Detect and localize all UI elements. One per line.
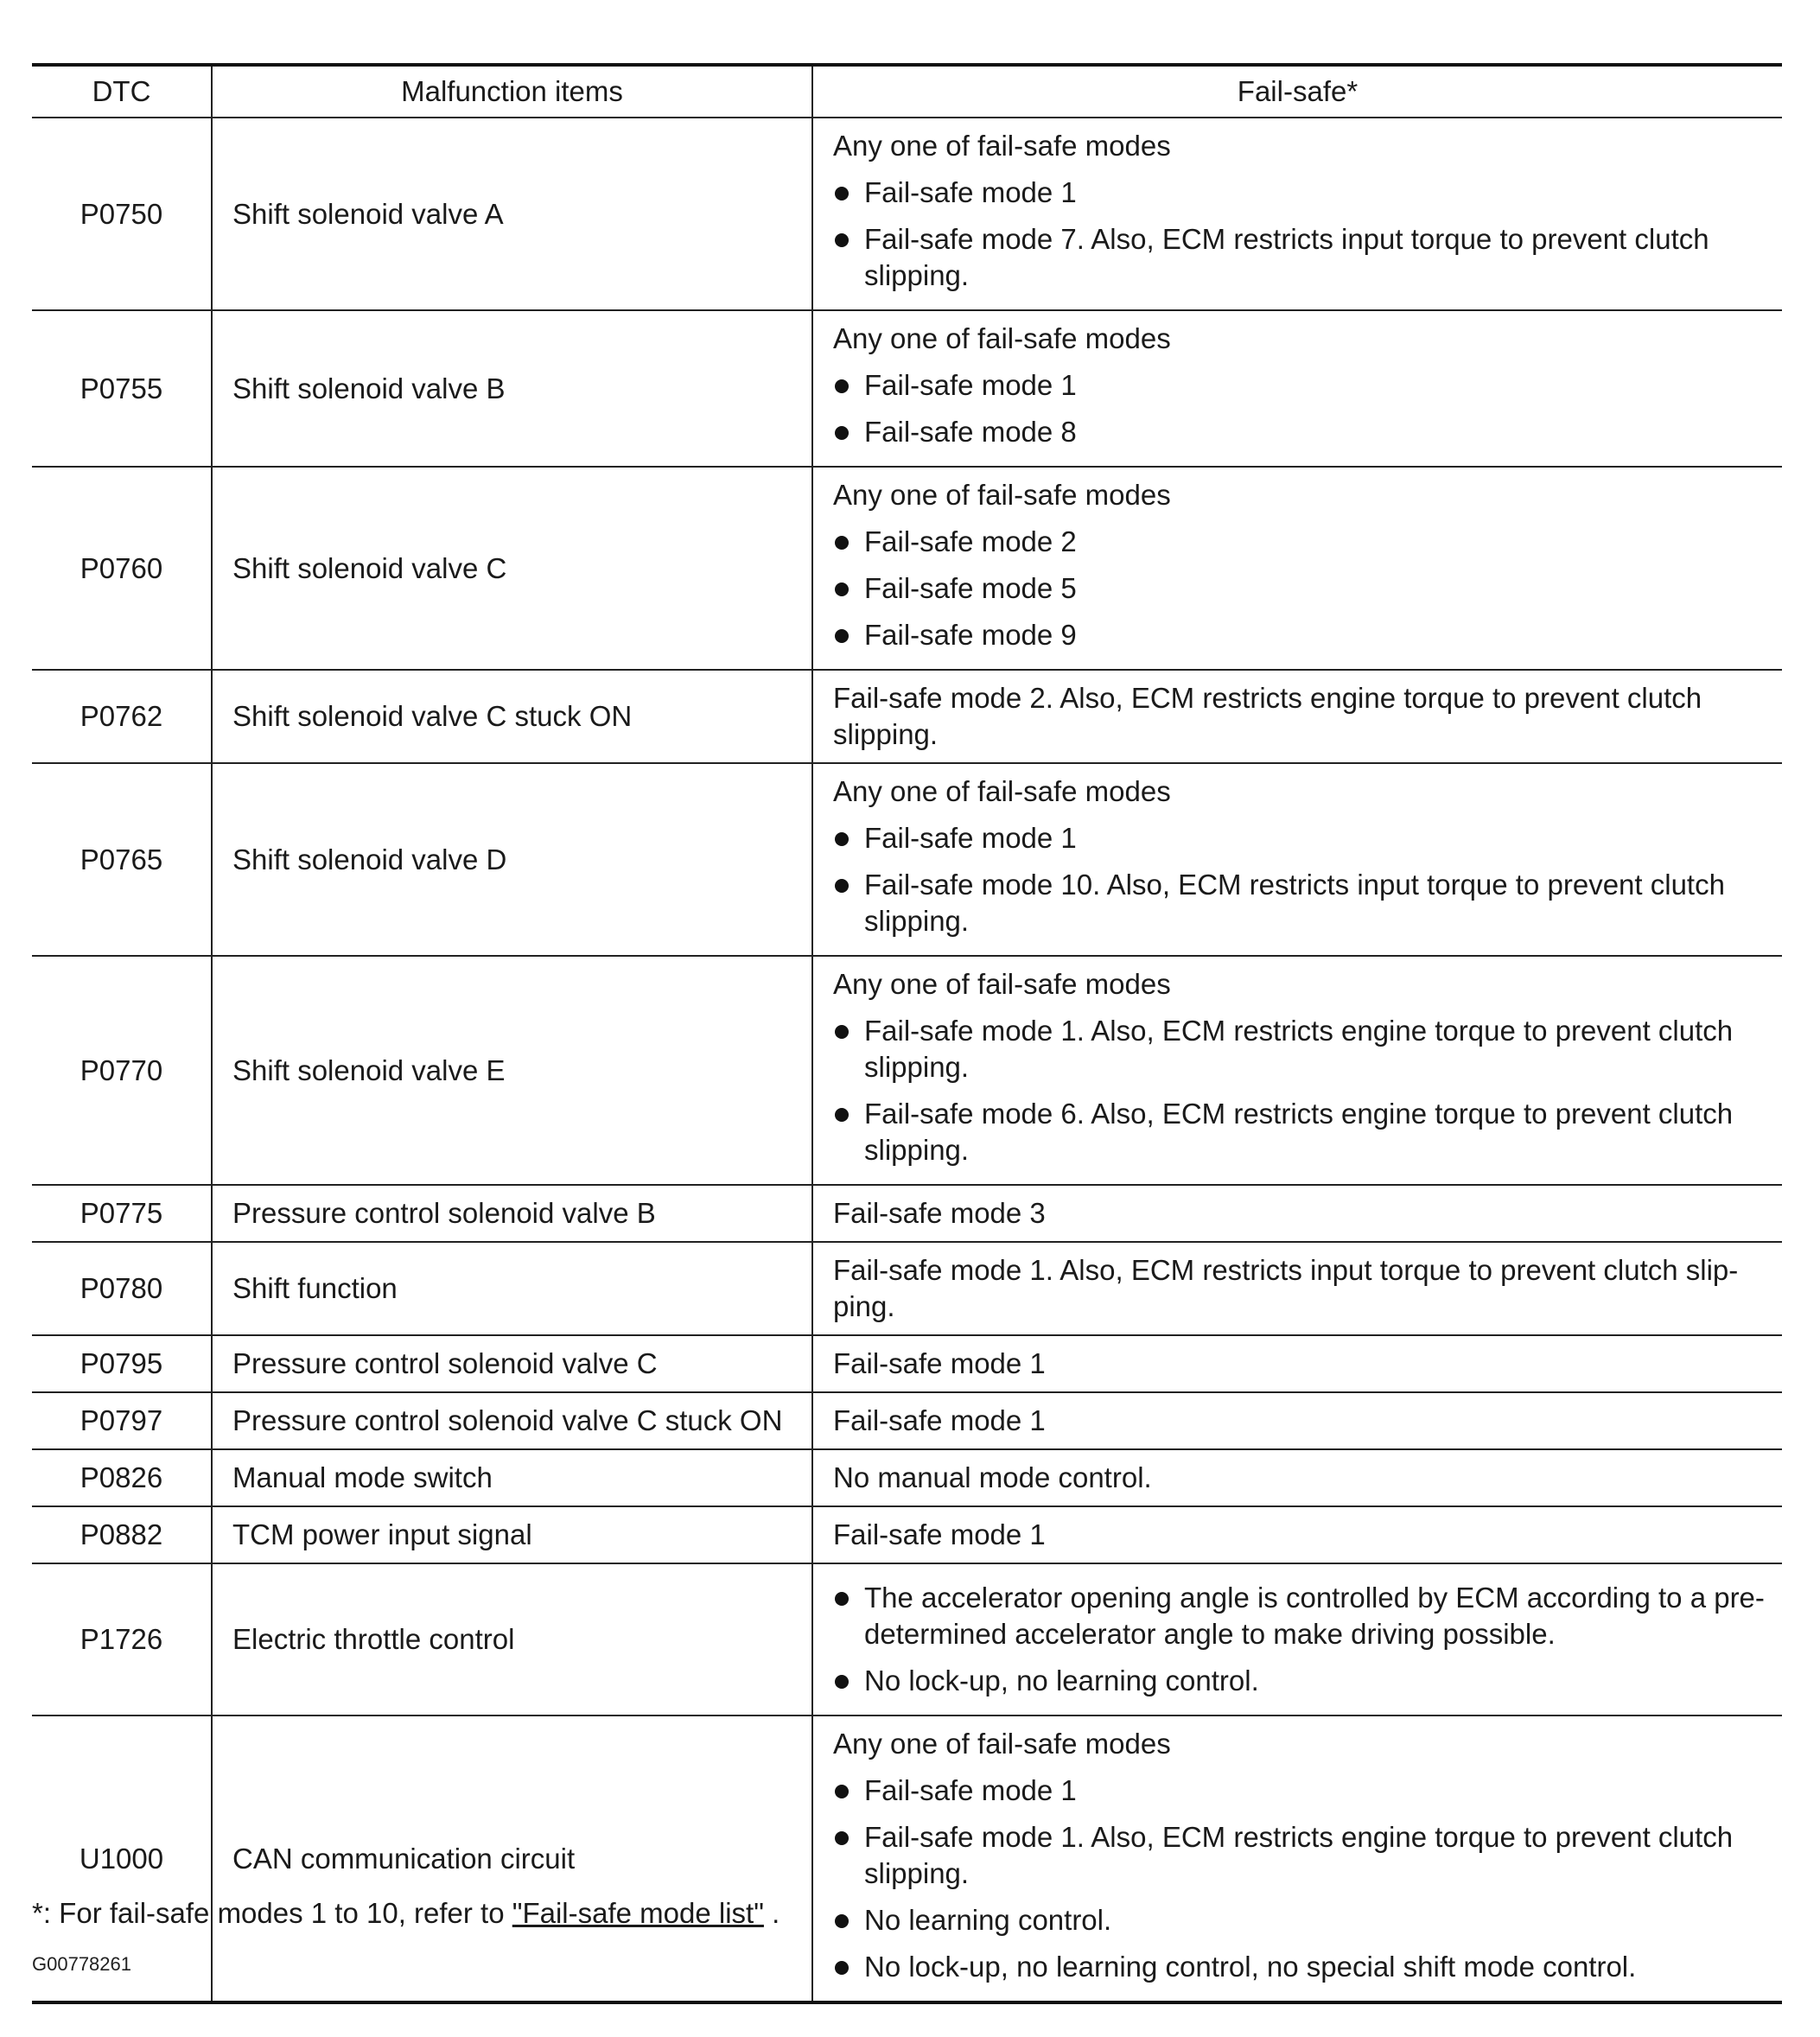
list-item [833,1773,1765,1809]
image-id: G00778261 [32,1953,131,1975]
bullet-icon [835,1914,849,1928]
fail-safe-cell [812,1449,1782,1506]
fail-safe-cell [812,1392,1782,1449]
table-row [32,1335,1782,1392]
header-malfunction-items: Malfunction items [212,65,812,118]
table-row [32,956,1782,1185]
fail-safe-cell [812,670,1782,763]
dtc-code: U1000 [32,1716,212,2002]
fail-safe-cell [812,1335,1782,1392]
list-item-text: No learning control. [864,1904,1112,1936]
bullet-icon [835,426,849,440]
dtc-code: P0795 [32,1335,212,1392]
list-item-text: Fail-safe mode 1. Also, ECM restricts engine torque to prevent clutch slipping. [864,1015,1734,1083]
list-item-text: Fail-safe mode 6. Also, ECM restricts engine torque to prevent clutch slipping. [864,1098,1734,1166]
dtc-code: P0765 [32,763,212,956]
list-item [833,367,1765,404]
list-item [833,1096,1765,1168]
list-item [833,1663,1765,1699]
list-item-text: Fail-safe mode 9 [864,619,1077,651]
fail-safe-list [833,1580,1765,1699]
list-item-text: Fail-safe mode 1. Also, ECM restricts engine torque to prevent clutch slipping. [864,1821,1734,1889]
bullet-icon [835,629,849,643]
bullet-icon [835,1961,849,1975]
footnote-text: *: For fail-safe modes 1 to 10, refer to [32,1897,512,1929]
table-row [32,1716,1782,2002]
list-item-text: Fail-safe mode 8 [864,416,1077,448]
bullet-icon [835,582,849,596]
list-item [833,617,1765,653]
list-item [833,867,1765,939]
list-item [833,1902,1765,1938]
fail-safe-text: Fail-safe mode 1 [833,1347,1046,1379]
fail-safe-cell [812,310,1782,467]
malfunction-item: Pressure control solenoid valve C [212,1335,812,1392]
fail-safe-cell [812,1506,1782,1563]
table-row [32,670,1782,763]
bullet-icon [835,379,849,393]
bullet-icon [835,1785,849,1798]
bullet-icon [835,879,849,893]
dtc-code: P0797 [32,1392,212,1449]
list-item [833,524,1765,560]
footnote-suffix: . [763,1897,780,1929]
bullet-icon [835,832,849,846]
fail-safe-cell [812,467,1782,670]
list-item-text: Fail-safe mode 2 [864,525,1077,557]
dtc-code: P0755 [32,310,212,467]
table-row [32,1563,1782,1716]
list-item [833,1013,1765,1085]
dtc-code: P0775 [32,1185,212,1242]
table-header-row [32,65,1782,118]
fail-safe-text: Any one of fail-safe modes [833,322,1171,354]
fail-safe-cell [812,1716,1782,2002]
malfunction-item: Manual mode switch [212,1449,812,1506]
fail-safe-cell [812,956,1782,1185]
malfunction-item: Shift solenoid valve B [212,310,812,467]
malfunction-item: TCM power input signal [212,1506,812,1563]
fail-safe-list [833,175,1765,294]
table-row [32,310,1782,467]
fail-safe-cell [812,1563,1782,1716]
fail-safe-text: Fail-safe mode 1. Also, ECM restricts input torque to prevent clutch slip-ping. [833,1254,1739,1322]
bullet-icon [835,187,849,201]
fail-safe-text: Any one of fail-safe modes [833,130,1171,162]
fail-safe-cell [812,763,1782,956]
bullet-icon [835,536,849,550]
dtc-code: P1726 [32,1563,212,1716]
list-item-text: No lock-up, no learning control, no special shift mode control. [864,1951,1637,1983]
list-item-text: Fail-safe mode 10. Also, ECM restricts input torque to prevent clutch slipping. [864,869,1725,937]
table-row [32,1506,1782,1563]
fail-safe-cell [812,118,1782,310]
dtc-code: P0826 [32,1449,212,1506]
list-item [833,820,1765,856]
malfunction-item: Shift solenoid valve E [212,956,812,1185]
header-dtc: DTC [32,65,212,118]
fail-safe-mode-list-link[interactable]: "Fail-safe mode list" [512,1897,764,1929]
list-item [833,570,1765,607]
dtc-code: P0780 [32,1242,212,1335]
list-item [833,1819,1765,1892]
list-item-text: Fail-safe mode 1 [864,369,1077,401]
bullet-icon [835,233,849,247]
bullet-icon [835,1592,849,1606]
dtc-code: P0770 [32,956,212,1185]
fail-safe-list [833,820,1765,939]
bullet-icon [835,1675,849,1689]
fail-safe-text: Fail-safe mode 3 [833,1197,1046,1229]
table-row [32,467,1782,670]
fail-safe-text: Fail-safe mode 1 [833,1404,1046,1436]
table-body [32,118,1782,2002]
malfunction-item: Pressure control solenoid valve C stuck ON [212,1392,812,1449]
dtc-code: P0760 [32,467,212,670]
list-item-text: Fail-safe mode 1 [864,1774,1077,1806]
table-row [32,1449,1782,1506]
fail-safe-list [833,1013,1765,1168]
malfunction-item: Shift solenoid valve C [212,467,812,670]
malfunction-item: Shift function [212,1242,812,1335]
table-row [32,1392,1782,1449]
fail-safe-text: Any one of fail-safe modes [833,1728,1171,1760]
table-row [32,1242,1782,1335]
list-item [833,175,1765,211]
list-item-text: Fail-safe mode 1 [864,176,1077,208]
malfunction-item: Shift solenoid valve A [212,118,812,310]
header-fail-safe: Fail-safe* [812,65,1782,118]
list-item [833,221,1765,294]
dtc-code: P0762 [32,670,212,763]
table-row [32,763,1782,956]
malfunction-item: Shift solenoid valve D [212,763,812,956]
bullet-icon [835,1025,849,1039]
bullet-icon [835,1108,849,1122]
list-item [833,414,1765,450]
dtc-code: P0750 [32,118,212,310]
fail-safe-text: Fail-safe mode 1 [833,1518,1046,1550]
dtc-code: P0882 [32,1506,212,1563]
list-item-text: No lock-up, no learning control. [864,1665,1259,1696]
fail-safe-list [833,367,1765,450]
fail-safe-list [833,524,1765,653]
list-item [833,1949,1765,1985]
list-item-text: The accelerator opening angle is controlled by ECM according to a pre-determined accelerator angle to make driving possible. [864,1582,1765,1650]
bullet-icon [835,1831,849,1845]
fail-safe-text: No manual mode control. [833,1461,1152,1493]
malfunction-item: Shift solenoid valve C stuck ON [212,670,812,763]
list-item-text: Fail-safe mode 5 [864,572,1077,604]
fail-safe-text: Any one of fail-safe modes [833,479,1171,511]
malfunction-item: CAN communication circuit [212,1716,812,2002]
fail-safe-text: Any one of fail-safe modes [833,775,1171,807]
table-row [32,1185,1782,1242]
malfunction-item: Pressure control solenoid valve B [212,1185,812,1242]
malfunction-item: Electric throttle control [212,1563,812,1716]
list-item-text: Fail-safe mode 1 [864,822,1077,854]
fail-safe-text: Fail-safe mode 2. Also, ECM restricts engine torque to prevent clutch slipping. [833,682,1702,750]
list-item [833,1580,1765,1652]
fail-safe-cell [812,1185,1782,1242]
fail-safe-list [833,1773,1765,1985]
list-item-text: Fail-safe mode 7. Also, ECM restricts input torque to prevent clutch slipping. [864,223,1709,291]
dtc-fail-safe-table [32,63,1782,2004]
footnote [32,1895,780,1932]
table-row [32,118,1782,310]
fail-safe-text: Any one of fail-safe modes [833,968,1171,1000]
fail-safe-cell [812,1242,1782,1335]
